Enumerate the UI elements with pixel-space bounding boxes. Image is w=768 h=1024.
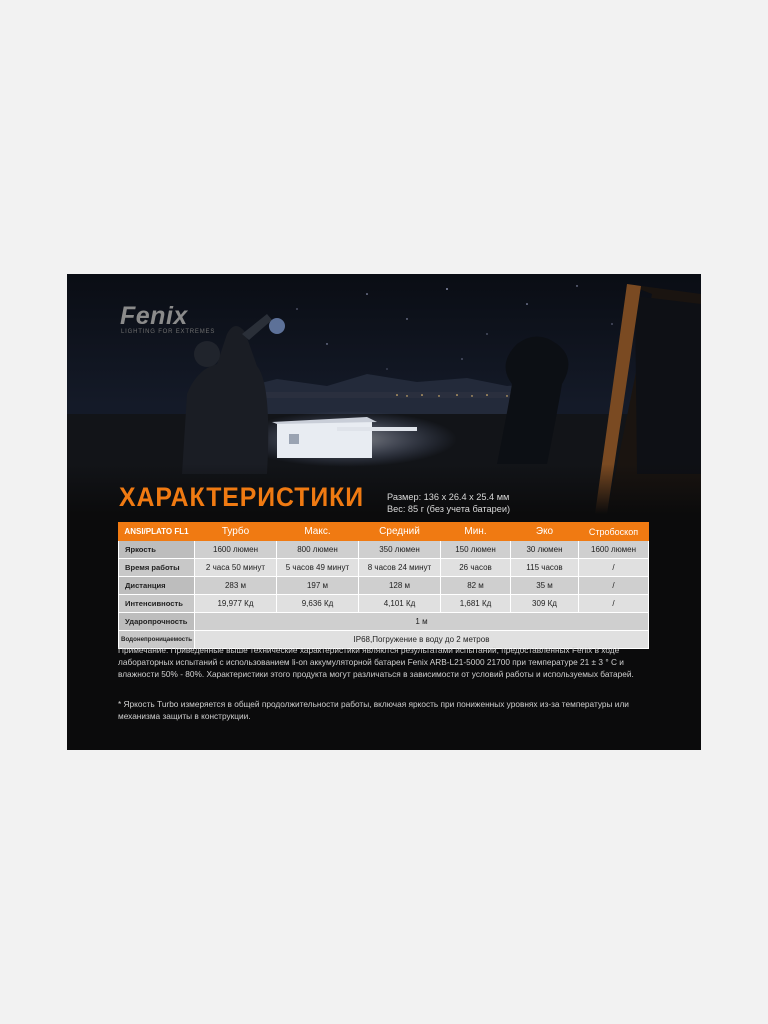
table-cell: 283 м	[195, 577, 277, 595]
row-label: Водонепроницаемость	[119, 631, 195, 649]
turbo-note: * Яркость Turbo измеряется в общей продолжительности работы, включая яркость при пониженных уровнях из-за температуры или механизма защиты в конструкции.	[118, 699, 629, 721]
dimensions-block	[387, 491, 510, 515]
table-cell: 82 м	[441, 577, 511, 595]
table-cell: /	[579, 595, 649, 613]
table-cell: 197 м	[277, 577, 359, 595]
table-cell: 8 часов 24 минут	[359, 559, 441, 577]
header-cell: Турбо	[195, 523, 277, 541]
brand-tagline: LIGHTING FOR EXTREMES	[121, 329, 216, 335]
weight-text: Вес: 85 г (без учета батареи)	[387, 504, 511, 514]
spec-table	[118, 522, 649, 649]
table-cell: 1600 люмен	[579, 541, 649, 559]
header-cell: Макс.	[277, 523, 359, 541]
table-cell: 5 часов 49 минут	[277, 559, 359, 577]
table-cell: 150 люмен	[441, 541, 511, 559]
table-row	[119, 541, 649, 559]
header-cell: ANSI/PLATO FL1	[119, 523, 195, 541]
table-cell: /	[579, 559, 649, 577]
table-cell: 350 люмен	[359, 541, 441, 559]
header-cell: Средний	[359, 523, 441, 541]
row-label: Дистанция	[119, 577, 195, 595]
header-cell: Эко	[511, 523, 579, 541]
table-cell: 30 люмен	[511, 541, 579, 559]
size-text: Размер: 136 x 26.4 x 25.4 мм	[387, 492, 510, 502]
page-title: ХАРАКТЕРИСТИКИ	[119, 482, 365, 512]
table-cell: 26 часов	[441, 559, 511, 577]
table-row	[119, 613, 649, 631]
table-cell: 2 часа 50 минут	[195, 559, 277, 577]
table-row	[119, 559, 649, 577]
table-cell: 800 люмен	[277, 541, 359, 559]
water-value: IP68,Погружение в воду до 2 метров	[195, 631, 649, 649]
table-cell: 9,636 Кд	[277, 595, 359, 613]
spec-card	[67, 274, 701, 750]
table-cell: 115 часов	[511, 559, 579, 577]
header-cell: Стробоскоп	[579, 523, 649, 541]
table-row	[119, 577, 649, 595]
table-cell: 1,681 Кд	[441, 595, 511, 613]
table-cell: 19,977 Кд	[195, 595, 277, 613]
row-label: Интенсивность	[119, 595, 195, 613]
table-cell: 1600 люмен	[195, 541, 277, 559]
table-cell: 4,101 Кд	[359, 595, 441, 613]
row-label: Время работы	[119, 559, 195, 577]
table-cell: 35 м	[511, 577, 579, 595]
table-header-row	[119, 523, 649, 541]
brand-logo: Fenix	[120, 302, 188, 330]
row-label: Ударопрочность	[119, 613, 195, 631]
row-label: Яркость	[119, 541, 195, 559]
table-cell: /	[579, 577, 649, 595]
test-note: Примечание. Приведенные выше технические характеристики являются результатами испытаний, предоставленных Fenix в ходе лабораторных испытаний с использованием li-on аккумуляторной батареи Fenix ARB-L21-5000 21700 при температуре 21 ± 3 ° C и влажности 50% - 80%. Характеристики этого продукта могут различаться в зависимости от условий работы и используемых батарей.	[118, 645, 634, 679]
table-cell: 128 м	[359, 577, 441, 595]
impact-value: 1 м	[195, 613, 649, 631]
table-cell: 309 Кд	[511, 595, 579, 613]
header-cell: Мин.	[441, 523, 511, 541]
table-row	[119, 595, 649, 613]
